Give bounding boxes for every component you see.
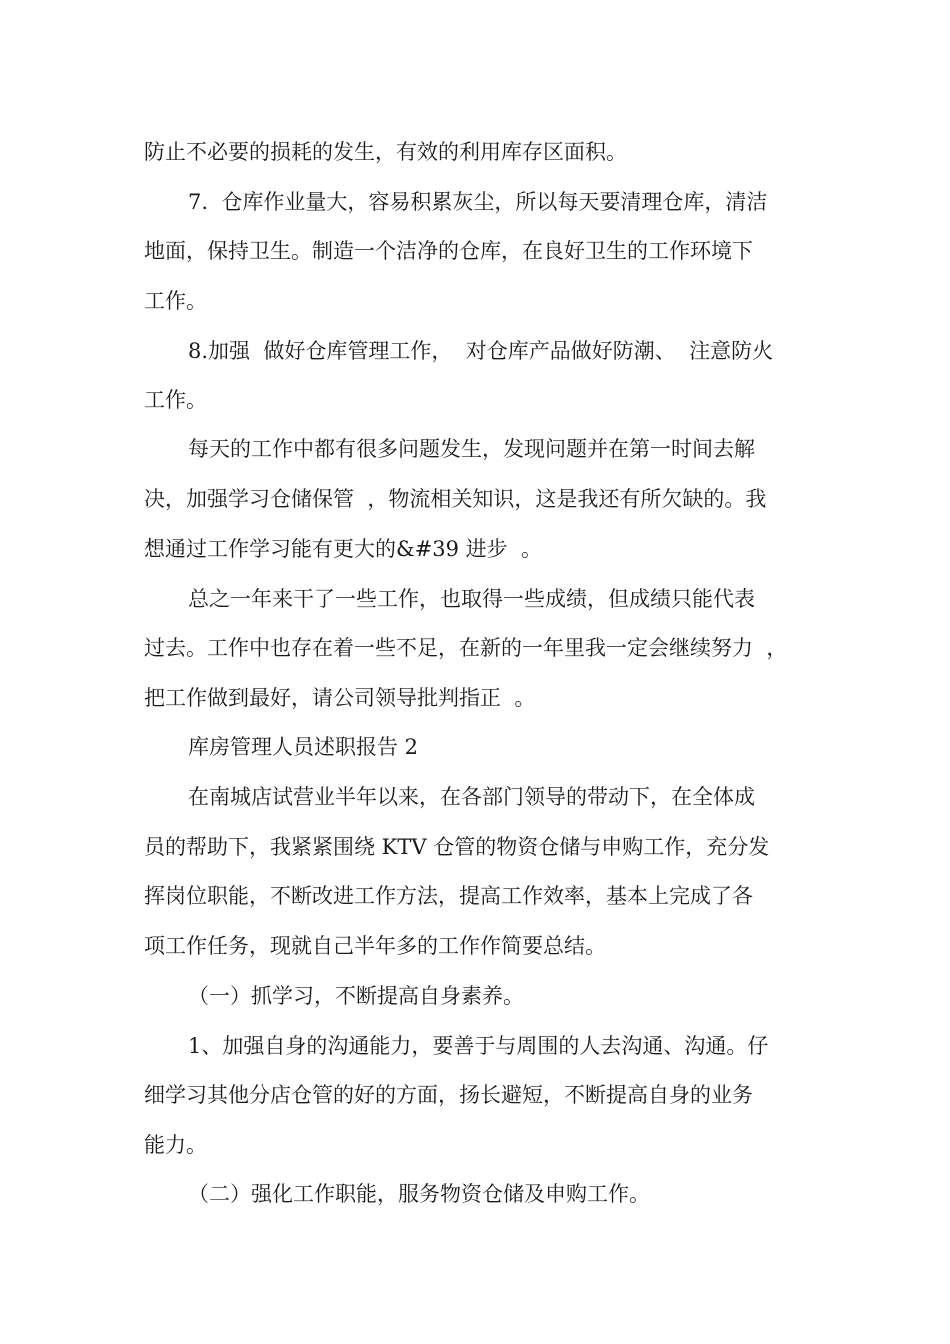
text-line: 在南城店试营业半年以来，在各部门领导的带动下，在全体成 bbox=[188, 785, 755, 809]
text-line: 1、加强自身的沟通能力，要善于与周围的人去沟通、沟通。仔 bbox=[188, 1034, 769, 1058]
text-line: 决，加强学习仓储保管 ，物流相关知识，这是我还有所欠缺的。我 bbox=[144, 487, 767, 511]
text-line: 挥岗位职能，不断改进工作方法，提高工作效率，基本上完成了各 bbox=[144, 884, 753, 908]
text-line: 7. 仓库作业量大，容易积累灰尘，所以每天要清理仓库，清洁 bbox=[188, 190, 768, 214]
subsection-heading: （二）强化工作职能，服务物资仓储及申购工作。 bbox=[188, 1182, 650, 1206]
text-line: 防止不必要的损耗的发生，有效的利用库存区面积。 bbox=[144, 140, 627, 164]
text-line: 工作。 bbox=[144, 388, 207, 412]
text-line: 项工作任务，现就自己半年多的工作作简要总结。 bbox=[144, 934, 606, 958]
subsection-heading: （一）抓学习，不断提高自身素养。 bbox=[188, 984, 524, 1008]
text-line: 8.加强 做好仓库管理工作， 对仓库产品做好防潮、 注意防火 bbox=[188, 339, 774, 363]
text-line: 工作。 bbox=[144, 289, 207, 313]
text-line: 细学习其他分店仓管的好的方面，扬长避短，不断提高自身的业务 bbox=[144, 1083, 753, 1107]
section-heading: 库房管理人员述职报告 2 bbox=[188, 735, 419, 759]
text-line: 想通过工作学习能有更大的&#39 进步 。 bbox=[144, 537, 543, 561]
text-line: 总之一年来干了一些工作，也取得一些成绩，但成绩只能代表 bbox=[188, 587, 755, 611]
text-line: 把工作做到最好，请公司领导批判指正 。 bbox=[144, 686, 536, 710]
text-line: 每天的工作中都有很多问题发生，发现问题并在第一时间去解 bbox=[188, 437, 755, 461]
text-line: 员的帮助下，我紧紧围绕 KTV 仓管的物资仓储与申购工作，充分发 bbox=[144, 835, 770, 859]
text-line: 能力。 bbox=[144, 1133, 207, 1157]
text-line: 地面，保持卫生。制造一个洁净的仓库，在良好卫生的工作环境下 bbox=[144, 239, 753, 263]
text-line: 过去。工作中也存在着一些不足，在新的一年里我一定会继续努力 ， bbox=[144, 636, 788, 660]
